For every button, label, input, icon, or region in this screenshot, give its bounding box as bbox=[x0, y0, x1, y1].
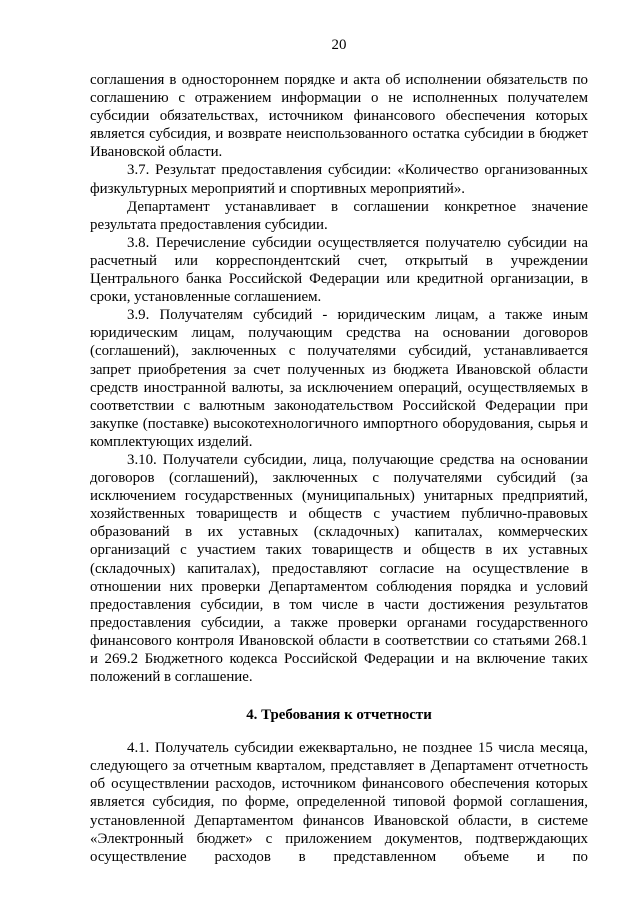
paragraph-3-7: 3.7. Результат предоставления субсидии: «Количество организованных физкультурных мероприятий и спортивных мероприятий». bbox=[90, 162, 588, 197]
paragraph-3-7-detail: Департамент устанавливает в соглашении конкретное значение результата предоставления субсидии. bbox=[90, 198, 588, 233]
paragraph-3-8: 3.8. Перечисление субсидии осуществляется получателю субсидии на расчетный или корреспондентский счет, открытый в учреждении Центрального банка Российской Федерации или кредитной организации, в сроки, установленные соглашением. bbox=[90, 234, 588, 306]
document-page bbox=[90, 0, 588, 905]
paragraph-4-1: 4.1. Получатель субсидии ежеквартально, не позднее 15 числа месяца, следующего за отчетным кварталом, представляет в Департамент отчетность об осуществлении расходов, источником финансового обеспечения которых является субсидия, по форме, определенной типовой формой соглашения, установленной Департаментом финансов Ивановской области, в системе «Электронный бюджет» с приложением документов, подтверждающих осуществление расходов в представленном объеме и по bbox=[90, 740, 588, 865]
page-number: 20 bbox=[331, 37, 347, 53]
paragraph-3-10: 3.10. Получатели субсидии, лица, получающие средства на основании договоров (соглашений), заключенных с получателями субсидий (за исключением государственных (муниципальных) унитарных предприятий, хозяйственных товариществ и обществ с участием публично-правовых образований в их уставных (складочных) капиталах, коммерческих организаций с участием таких товариществ и обществ в их уставных (складочных) капиталах), предоставляют согласие на осуществление в отношении них проверки Департаментом соблюдения порядка и условий предоставления субсидии, в том числе в части достижения результатов предоставления субсидии, а также проверки органами государственного финансового контроля Ивановской области в соответствии со статьями 268.1 и 269.2 Бюджетного кодекса Российской Федерации и на включение таких положений в соглашение. bbox=[90, 451, 588, 686]
document-body bbox=[90, 71, 588, 866]
section-heading: 4. Требования к отчетности bbox=[246, 707, 432, 724]
paragraph-continuation: соглашения в одностороннем порядке и акта об исполнении обязательств по соглашению с отражением информации о не исполненных получателем субсидии обязательствах, источником финансового обеспечения которых является субсидия, и возврате неиспользованного остатка субсидии в бюджет Ивановской области. bbox=[90, 72, 588, 161]
paragraph-3-9: 3.9. Получателям субсидий - юридическим лицам, а также иным юридическим лицам, получающим средства на основании договоров (соглашений), заключенных с получателями субсидий, устанавливается запрет приобретения за счет полученных из бюджета Ивановской области средств иностранной валюты, за исключением операций, осуществляемых в соответствии с валютным законодательством Российской Федерации при закупке (поставке) высокотехнологичного импортного оборудования, сырья и комплектующих изделий. bbox=[90, 307, 588, 450]
